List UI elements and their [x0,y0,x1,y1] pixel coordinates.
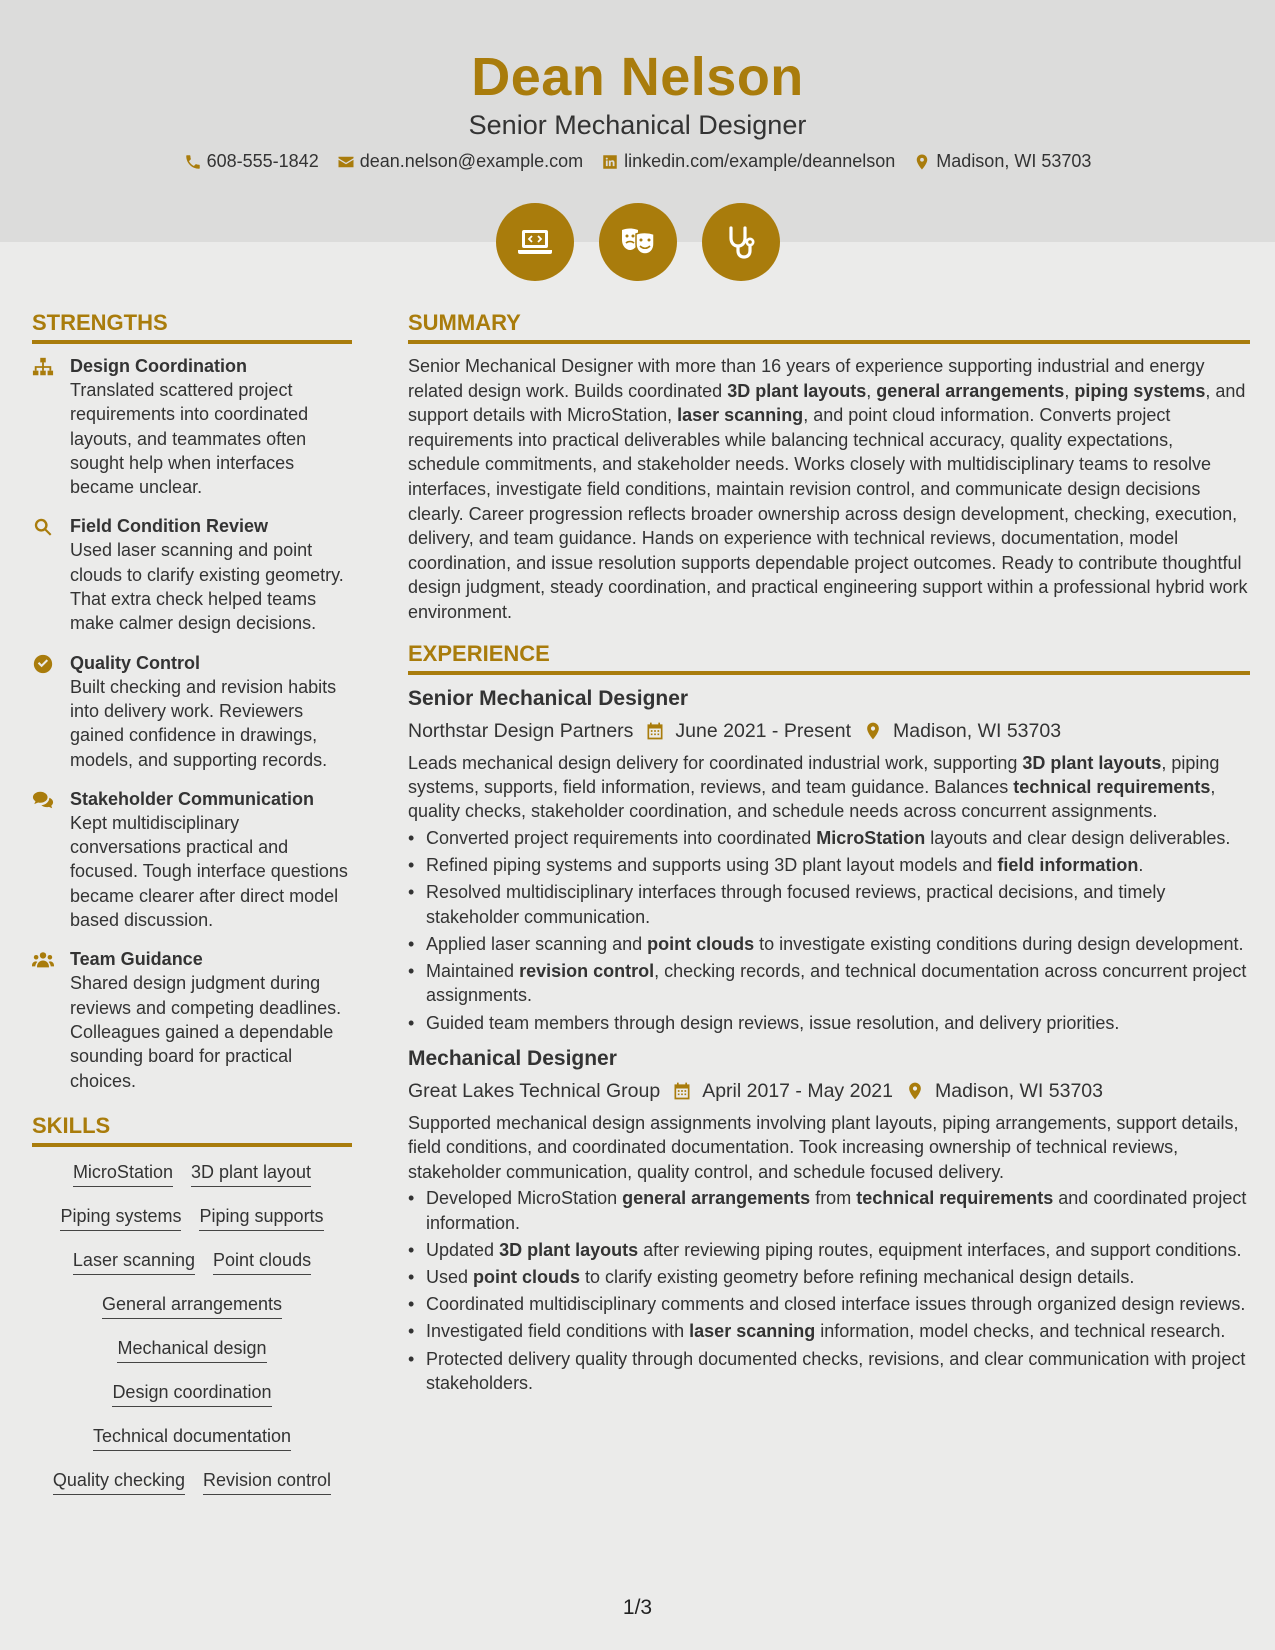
strength-item [32,354,352,499]
bold-keyword: MicroStation [816,827,926,848]
strength-item [32,651,352,772]
job-title: Senior Mechanical Designer [408,686,689,710]
contact-email[interactable] [337,151,583,172]
right-column [408,310,1250,1398]
bold-keyword: technical requirements [1013,776,1211,797]
skill-tag: Quality checking [53,1469,185,1495]
interest-circle [702,203,780,281]
interest-circle [496,203,574,281]
skill-tag: Piping systems [60,1205,181,1231]
strength-item [32,514,352,635]
strength-desc: Built checking and revision habits into delivery work. Reviewers gained confidence in drawings, models, and supporting records. [70,676,337,770]
contact-bar [0,151,1275,172]
sitemap-icon [32,356,54,378]
job-description [408,1111,1250,1184]
job-bullets [408,826,1250,1035]
location-icon [913,153,931,171]
bold-keyword: piping systems [1074,380,1206,401]
bullet-item [408,1319,1250,1343]
bullet-item [408,1265,1250,1289]
comments-icon [32,789,54,811]
bullet-item [408,1238,1250,1262]
bold-keyword: field information [997,854,1139,875]
text-run: Guided team members through design reviews, issue resolution, and delivery priorities. [426,1012,1120,1033]
contact-email-text[interactable]: dean.nelson@example.com [359,151,584,171]
skill-tag: General arrangements [102,1293,282,1319]
envelope-icon [337,153,355,171]
summary-heading: SUMMARY [408,310,1250,344]
bullet-item [408,880,1250,929]
contact-phone [184,151,319,172]
bold-keyword: general arrangements [876,380,1065,401]
text-run: Leads mechanical design delivery for coordinated industrial work, supporting [408,752,1023,773]
bullet-item [408,853,1250,877]
bold-keyword: laser scanning [689,1321,816,1342]
text-run: . [1138,854,1144,875]
text-run: , checking records, and technical documentation across concurrent project assignments. [426,960,1247,1006]
stethoscope-icon [721,222,761,262]
bold-keyword: 3D plant layouts [499,1239,639,1260]
bullet-item [408,1011,1250,1035]
text-run: , [866,380,877,401]
strength-item [32,787,352,932]
calendar-icon [645,721,665,741]
bullet-item [408,1347,1250,1396]
text-run: , piping systems, supports, field information, reviews, and team guidance. Balances [408,752,1220,797]
text-run: and coordinated project information. [426,1188,1247,1233]
contact-linkedin[interactable] [601,151,895,172]
text-run: , and point cloud information. Converts project requirements into practical deliverables while balancing technical accuracy, quality expectations, schedule commitments, and stakeholder needs. Works closely with multidisciplinary teams to resolve interfaces, investigate field conditions, maintain revision control, and communicate design decisions clearly. Career progression reflects broader ownership across design development, checking, execution, delivery, and team guidance. Hands on experience with technical reviews, documentation, model coordination, and issue resolution supports dependable project outcomes. Ready to contribute thoughtful design judgment, steady coordination, and practical engineering support within a professional hybrid work environment. [408,405,1248,622]
location-icon [905,1081,925,1101]
page-number: 1/3 [622,1596,653,1619]
job-location: Madison, WI 53703 [893,719,1062,742]
bold-keyword: point clouds [647,933,755,954]
contact-linkedin-text[interactable]: linkedin.com/example/deannelson [624,151,896,171]
bold-keyword: laser scanning [677,405,804,426]
bullet-item [408,1292,1250,1316]
text-run: Senior Mechanical Designer with more than 16 years of experience supporting industrial and energy related design work. Builds coordinated [408,356,1205,401]
calendar-icon [672,1081,692,1101]
text-run: Investigated field conditions with [426,1321,690,1342]
text-run: layouts and clear design deliverables. [925,827,1231,848]
strength-desc: Kept multidisciplinary conversations practical and focused. Tough interface questions became clearer after direct model based discussion. [70,812,348,931]
job-meta [408,1077,1250,1105]
contact-location-text: Madison, WI 53703 [936,151,1092,171]
laptop-code-icon [515,222,555,262]
strength-title: Field Condition Review [70,516,269,537]
job-company: Great Lakes Technical Group [408,1079,661,1102]
strength-title: Stakeholder Communication [70,788,315,809]
candidate-headline: Senior Mechanical Designer [468,110,807,140]
skill-tag: MicroStation [73,1161,173,1187]
job-dates: April 2017 - May 2021 [702,1079,893,1102]
header-band [0,0,1275,242]
skill-tag: Revision control [203,1469,331,1495]
location-icon [863,721,883,741]
skill-tag: Technical documentation [93,1425,291,1451]
strength-desc: Shared design judgment during reviews and competing deadlines. Colleagues gained a dependable sounding board for practical choices. [70,973,342,1091]
text-run: Coordinated multidisciplinary comments and closed interface issues through organized design reviews. [426,1294,1246,1315]
linkedin-icon [601,153,619,171]
phone-icon [184,153,202,171]
job-description [408,751,1250,824]
text-run: to clarify existing geometry before refining mechanical design details. [580,1267,1135,1288]
bold-keyword: 3D plant layouts [1022,752,1162,773]
text-run: Maintained [426,960,520,981]
job-meta [408,717,1250,745]
job-location: Madison, WI 53703 [934,1079,1103,1102]
job-entry [408,685,1250,1035]
job-bullets [408,1186,1250,1395]
skill-tag: Design coordination [112,1381,271,1407]
left-column [32,310,352,1495]
strength-title: Design Coordination [70,356,247,376]
text-run: Used [426,1267,474,1288]
skill-tag: 3D plant layout [191,1161,311,1187]
bold-keyword: 3D plant layouts [727,380,867,401]
bold-keyword: technical requirements [856,1188,1054,1209]
skill-tag: Point clouds [213,1249,311,1275]
summary-text [408,354,1250,625]
contact-phone-text: 608-555-1842 [206,151,319,171]
bold-keyword: general arrangements [622,1188,811,1209]
strength-title: Quality Control [70,652,200,673]
job-company: Northstar Design Partners [408,719,634,742]
text-run: , quality checks, stakeholder coordination, and schedule needs across concurrent assignments. [408,776,1216,822]
skill-tag: Mechanical design [117,1337,266,1363]
theater-masks-icon [618,222,658,262]
text-run: Resolved multidisciplinary interfaces through focused reviews, practical decisions, and timely stakeholder communication. [426,882,1166,927]
bullet-item [408,1186,1250,1235]
bold-keyword: point clouds [473,1267,581,1288]
text-run: from [810,1188,857,1209]
magnifier-icon [32,516,54,538]
bullet-item [408,826,1250,850]
skills-heading: SKILLS [32,1113,352,1147]
text-run: Protected delivery quality through documented checks, revisions, and clear communication with project stakeholders. [426,1348,1246,1394]
text-run: Supported mechanical design assignments involving plant layouts, piping arrangements, support details, field conditions, and coordinated documentation. Took increasing ownership of technical reviews, stakeholder communication, quality control, and schedule focused delivery. [408,1112,1239,1182]
strength-item [32,947,352,1092]
job-dates: June 2021 - Present [675,719,852,742]
job-entry [408,1045,1250,1395]
strength-desc: Used laser scanning and point clouds to clarify existing geometry. That extra check helped teams make calmer design decisions. [70,540,344,634]
text-run: Converted project requirements into coordinated [426,827,817,848]
text-run: information, model checks, and technical research. [815,1321,1226,1342]
text-run: to investigate existing conditions during design development. [754,933,1244,954]
bold-keyword: revision control [519,960,655,981]
check-circle-icon [32,653,54,675]
contact-location [913,151,1091,172]
strengths-heading: STRENGTHS [32,310,352,344]
text-run: Applied laser scanning and [426,933,648,954]
text-run: , and support details with MicroStation, [408,380,1246,426]
text-run: Refined piping systems and supports using 3D plant layout models and [426,854,998,875]
bullet-item [408,932,1250,956]
users-icon [32,949,54,971]
skill-tag: Laser scanning [73,1249,195,1275]
strength-title: Team Guidance [70,949,203,970]
text-run: , [1064,380,1075,401]
experience-heading: EXPERIENCE [408,641,1250,675]
interest-icons [0,203,1275,281]
strength-desc: Translated scattered project requirements into coordinated layouts, and teammates often sought help when interfaces became unclear. [70,380,309,498]
experience-list [408,685,1250,1396]
candidate-name: Dean Nelson [471,47,804,107]
skill-tag: Piping supports [199,1205,323,1231]
job-title: Mechanical Designer [408,1046,617,1070]
text-run: Developed MicroStation [426,1188,623,1209]
interest-circle [599,203,677,281]
bullet-item [408,959,1250,1008]
text-run: after reviewing piping routes, equipment interfaces, and support conditions. [638,1239,1242,1260]
skills-list [32,1161,352,1495]
text-run: Updated [426,1239,500,1260]
